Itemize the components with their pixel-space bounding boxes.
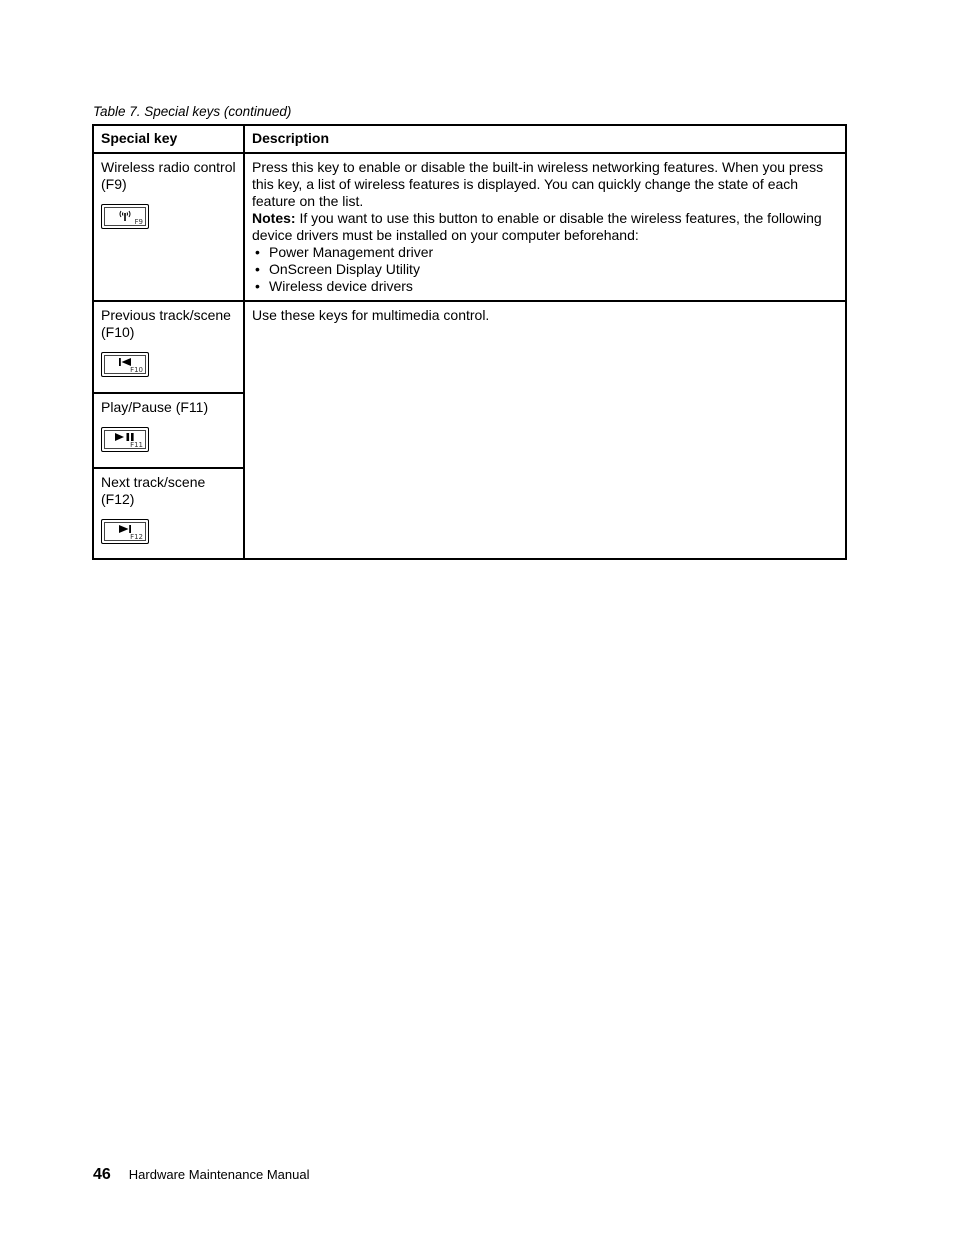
key-cell-wireless [93,153,244,301]
list-item: • Power Management driver [252,244,838,261]
page-footer [93,1166,309,1184]
f12-key-label: F12 [130,533,143,541]
table-row [93,301,846,393]
f12-key-image [101,519,149,544]
notes-text: If you want to use this button to enable or disable the wireless features, the following device drivers must be installed on your computer beforehand: [252,210,822,243]
table-row [93,153,846,301]
wireless-description: Press this key to enable or disable the built-in wireless networking features. When you press this key, a list of wireless features is displayed. You can quickly change the state of each feature on the list. [252,159,824,209]
description-cell-wireless [244,153,846,301]
header-special-key: Special key [93,125,244,153]
key-label-next: Next track/scene (F12) [101,474,206,507]
key-label-wireless: Wireless radio control (F9) [101,159,236,192]
f9-key-label: F9 [134,218,143,226]
key-label-previous: Previous track/scene (F10) [101,307,231,340]
wireless-antenna-icon [118,209,132,224]
special-keys-table [92,124,847,560]
page-number: 46 [93,1166,111,1183]
f11-key-image [101,427,149,452]
multimedia-description: Use these keys for multimedia control. [252,307,490,323]
header-description: Description [244,125,846,153]
description-cell-multimedia [244,301,846,559]
notes-label: Notes: [252,210,296,226]
f9-key-image [101,204,149,229]
wireless-notes [252,210,838,244]
table-caption: Table 7. Special keys (continued) [93,104,292,119]
f10-key-image [101,352,149,377]
f11-key-label: F11 [130,441,143,449]
key-label-play: Play/Pause (F11) [101,399,209,415]
manual-title: Hardware Maintenance Manual [128,1167,310,1182]
key-cell-previous [93,301,244,393]
driver-list [252,244,838,295]
key-cell-play [93,393,244,468]
key-cell-next [93,468,244,559]
table-header-row [93,125,846,153]
f10-key-label: F10 [130,366,143,374]
list-item: • Wireless device drivers [252,278,838,295]
list-item: • OnScreen Display Utility [252,261,838,278]
